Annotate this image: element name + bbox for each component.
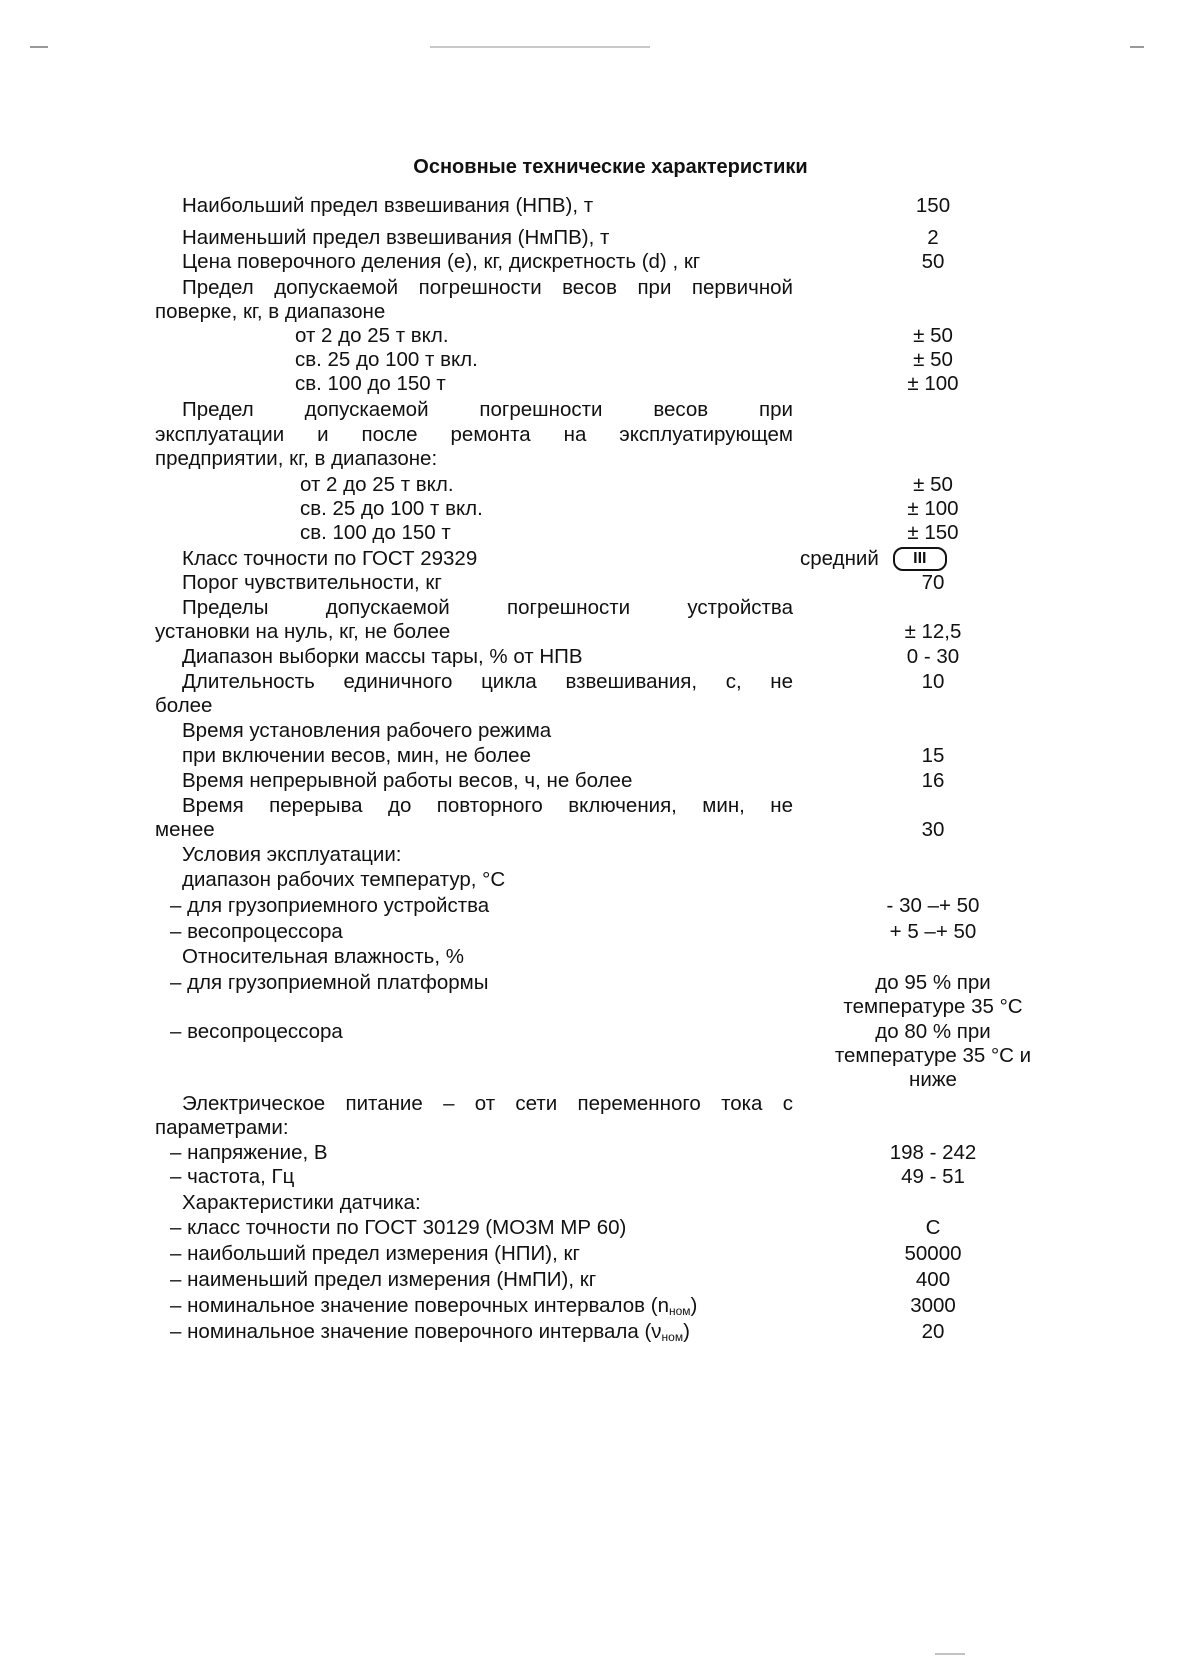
scan-artifact xyxy=(430,46,650,48)
spec-value xyxy=(813,324,1053,348)
spec-value xyxy=(813,194,1053,218)
spec-value-text: ± 50 xyxy=(913,473,953,496)
spec-label: – напряжение, В xyxy=(170,1141,328,1164)
spec-value-text: 70 xyxy=(921,571,945,594)
spec-value-text: + 5 –+ 50 xyxy=(889,920,977,943)
spec-value-text: 400 xyxy=(915,1268,951,1291)
spec-value xyxy=(813,1165,1053,1189)
spec-value-text: температуре 35 °С и xyxy=(834,1044,1032,1067)
spec-label: Время установления рабочего режима xyxy=(182,719,552,742)
spec-value xyxy=(813,744,1053,768)
spec-value-text: 10 xyxy=(921,670,945,693)
spec-value xyxy=(813,497,1053,521)
spec-value xyxy=(813,250,1053,274)
spec-value-text: ± 150 xyxy=(907,521,959,544)
spec-value xyxy=(813,769,1053,793)
spec-value xyxy=(813,971,1053,995)
spec-value-text: 49 - 51 xyxy=(901,1165,965,1188)
spec-label: Относительная влажность, % xyxy=(182,945,464,968)
spec-label: св. 25 до 100 т вкл. xyxy=(300,497,483,520)
spec-value-text: ниже xyxy=(909,1068,957,1091)
spec-value xyxy=(813,920,1053,944)
spec-label: св. 25 до 100 т вкл. xyxy=(295,348,478,371)
spec-value xyxy=(813,645,1053,669)
spec-label: – наибольший предел измерения (НПИ), кг xyxy=(170,1242,580,1265)
subscript: ном xyxy=(668,1304,691,1318)
spec-value-text: 150 xyxy=(915,194,951,217)
spec-value-text: 2 xyxy=(927,226,939,249)
spec-label: – класс точности по ГОСТ 30129 (МОЗМ МР 60) xyxy=(170,1216,627,1239)
spec-label: диапазон рабочих температур, °С xyxy=(182,868,506,891)
page-title xyxy=(0,156,1197,179)
spec-label: более xyxy=(155,694,213,717)
spec-label: – для грузоприемного устройства xyxy=(170,894,490,917)
spec-value-text: - 30 –+ 50 xyxy=(886,894,980,917)
spec-label: св. 100 до 150 т xyxy=(295,372,446,395)
spec-label: Класс точности по ГОСТ 29329 xyxy=(182,547,478,570)
spec-value xyxy=(813,372,1053,396)
spec-value xyxy=(813,1216,1053,1240)
accuracy-class-badge: III xyxy=(893,547,947,571)
spec-value-text: ± 50 xyxy=(913,348,953,371)
spec-value xyxy=(813,894,1053,918)
spec-label: Время перерыва до повторного включения, мин, не xyxy=(182,794,793,817)
spec-label: установки на нуль, кг, не более xyxy=(155,620,451,643)
subscript: ном xyxy=(661,1330,684,1344)
spec-value xyxy=(813,473,1053,497)
spec-value-text: 20 xyxy=(921,1320,945,1343)
spec-value-text: температуре 35 °С xyxy=(843,995,1023,1018)
spec-value-text: средний xyxy=(800,547,879,570)
spec-value-text: до 80 % при xyxy=(875,1020,991,1043)
spec-value-text: 30 xyxy=(921,818,945,841)
scan-artifact xyxy=(935,1653,965,1655)
page-title-text: Основные технические характеристики xyxy=(413,156,808,178)
spec-value xyxy=(813,1141,1053,1165)
spec-value xyxy=(813,1294,1053,1318)
spec-value-text: 50000 xyxy=(904,1242,962,1265)
spec-label: – номинальное значение поверочных интервалов $(n_{ном})$ xyxy=(170,1294,698,1318)
spec-label: Длительность единичного цикла взвешивания, с, не xyxy=(182,670,793,693)
spec-value-text: ± 12,5 xyxy=(904,620,962,643)
spec-value-text: С xyxy=(925,1216,941,1239)
spec-value-text: 0 - 30 xyxy=(906,645,960,668)
spec-label: предприятии, кг, в диапазоне: xyxy=(155,447,438,470)
spec-value xyxy=(813,995,1053,1019)
spec-value xyxy=(813,226,1053,250)
spec-value xyxy=(813,521,1053,545)
spec-label: Диапазон выборки массы тары, % от НПВ xyxy=(182,645,583,668)
spec-value xyxy=(813,1268,1053,1292)
spec-value xyxy=(813,620,1053,644)
spec-label: – весопроцессора xyxy=(170,920,343,943)
spec-value xyxy=(800,547,1040,571)
spec-value xyxy=(813,1320,1053,1344)
spec-value-text: до 95 % при xyxy=(875,971,991,994)
spec-label: – наименьший предел измерения (НмПИ), кг xyxy=(170,1268,597,1291)
spec-label: Условия эксплуатации: xyxy=(182,843,402,866)
spec-value-text: 198 - 242 xyxy=(889,1141,977,1164)
spec-label: Электрическое питание – от сети переменного тока с xyxy=(182,1092,793,1115)
spec-label: при включении весов, мин, не более xyxy=(182,744,531,767)
spec-label: Наибольший предел взвешивания (НПВ), т xyxy=(182,194,594,217)
spec-label: св. 100 до 150 т xyxy=(300,521,451,544)
spec-value-text: ± 100 xyxy=(907,497,959,520)
spec-value xyxy=(813,670,1053,694)
spec-label: параметрами: xyxy=(155,1116,289,1139)
spec-value xyxy=(813,1020,1053,1044)
spec-label: эксплуатации и после ремонта на эксплуатирующем xyxy=(155,423,793,446)
spec-label: Цена поверочного деления (е), кг, дискретность (d) , кг xyxy=(182,250,701,273)
scan-artifact xyxy=(1130,46,1144,48)
spec-label: Пределы допускаемой погрешности устройства xyxy=(182,596,793,619)
spec-label: – номинальное значение поверочного интервала $(\nu_{ном})$ xyxy=(170,1320,690,1344)
spec-value xyxy=(813,1044,1053,1068)
spec-value xyxy=(813,1242,1053,1266)
spec-value-text: 15 xyxy=(921,744,945,767)
spec-value-text: 16 xyxy=(921,769,945,792)
spec-label: от 2 до 25 т вкл. xyxy=(295,324,449,347)
spec-label: от 2 до 25 т вкл. xyxy=(300,473,454,496)
spec-label: Время непрерывной работы весов, ч, не более xyxy=(182,769,633,792)
spec-label: Характеристики датчика: xyxy=(182,1191,421,1214)
scan-artifact xyxy=(30,46,48,48)
spec-value xyxy=(813,818,1053,842)
spec-value-text: ± 100 xyxy=(907,372,959,395)
spec-label: Предел допускаемой погрешности весов при xyxy=(182,398,793,421)
spec-value xyxy=(813,1068,1053,1092)
spec-value xyxy=(813,571,1053,595)
spec-label: Наименьший предел взвешивания (НмПВ), т xyxy=(182,226,610,249)
spec-label: – частота, Гц xyxy=(170,1165,295,1188)
spec-label: поверке, кг, в диапазоне xyxy=(155,300,386,323)
spec-value-text: 3000 xyxy=(910,1294,956,1317)
spec-label: – весопроцессора xyxy=(170,1020,343,1043)
spec-label: – для грузоприемной платформы xyxy=(170,971,489,994)
spec-label: Порог чувствительности, кг xyxy=(182,571,442,594)
spec-value-text: 50 xyxy=(921,250,945,273)
spec-label: Предел допускаемой погрешности весов при первичной xyxy=(182,276,793,299)
spec-value xyxy=(813,348,1053,372)
spec-label: менее xyxy=(155,818,215,841)
spec-value-text: ± 50 xyxy=(913,324,953,347)
